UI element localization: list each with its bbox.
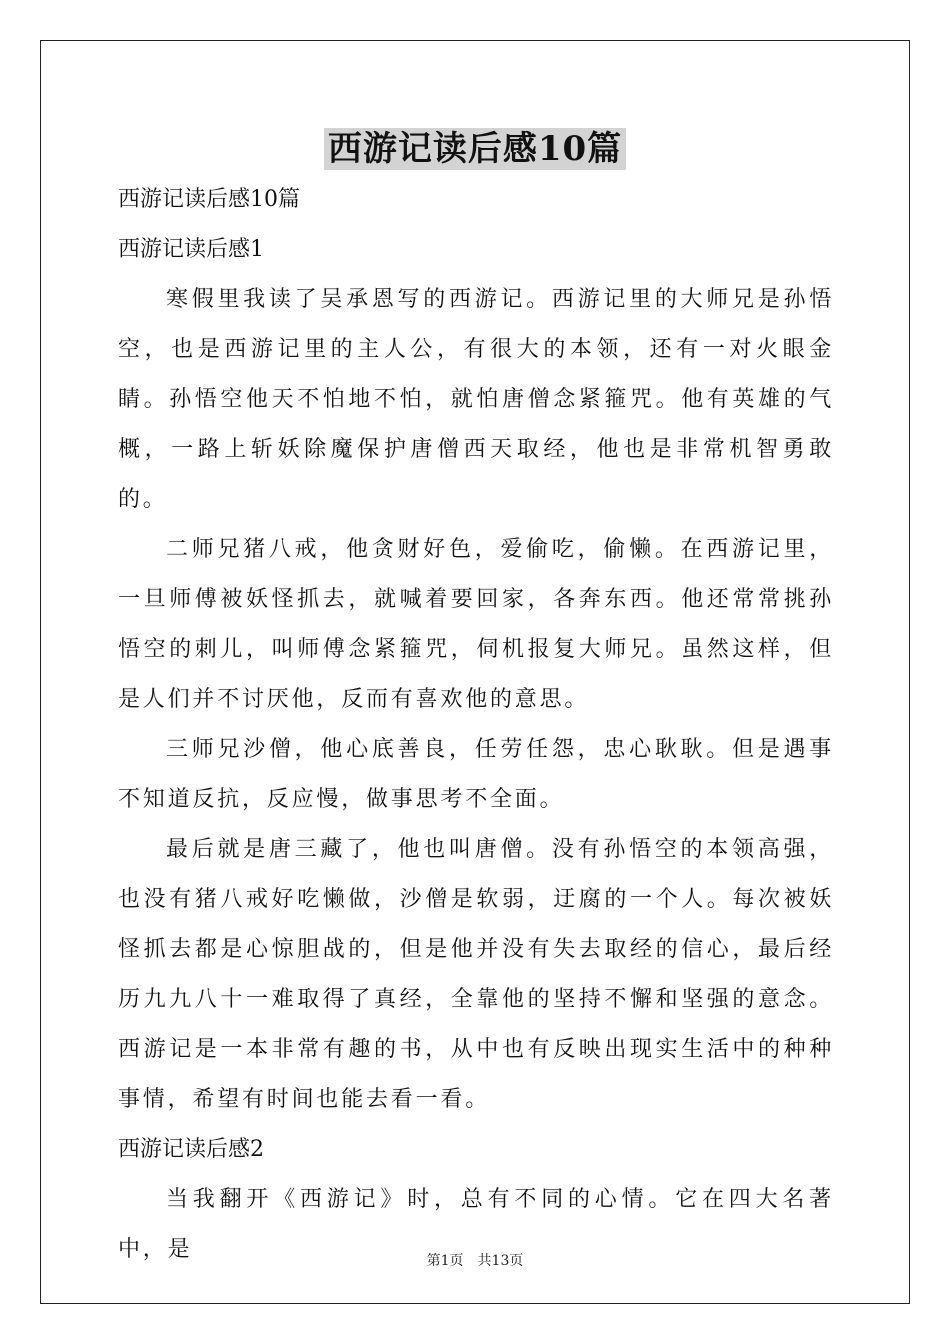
section-1-paragraph-3: 三师兄沙僧，他心底善良，任劳任怨，忠心耿耿。但是遇事不知道反抗，反应慢，做事思考不全面。: [118, 737, 834, 812]
section-1-paragraph-1: 寒假里我读了吴承恩写的西游记。西游记里的大师兄是孙悟空，也是西游记里的主人公，有很大的本领，还有一对火眼金睛。孙悟空他天不怕地不怕，就怕唐僧念紧箍咒。他有英雄的气概，一路上斩妖除魔保护唐僧西天取经，他也是非常机智勇敢的。: [118, 287, 834, 512]
heading-repeat: 西游记读后感10篇: [118, 187, 300, 212]
document-title: 西游记读后感10篇: [324, 128, 626, 170]
section-1-paragraph-4: 最后就是唐三藏了，他也叫唐僧。没有孙悟空的本领高强，也没有猪八戒好吃懒做，沙僧是软弱，迂腐的一个人。每次被妖怪抓去都是心惊胆战的，但是他并没有失去取经的信心，最后经历九九八十一难取得了真经，全靠他的坚持不懈和坚强的意念。西游记是一本非常有趣的书，从中也有反映出现实生活中的种种事情，希望有时间也能去看一看。: [118, 837, 834, 1112]
title-container: [0, 128, 950, 170]
section-1-paragraph-2: 二师兄猪八戒，他贪财好色，爱偷吃，偷懒。在西游记里，一旦师傅被妖怪抓去，就喊着要回家，各奔东西。他还常常挑孙悟空的刺儿，叫师傅念紧箍咒，伺机报复大师兄。虽然这样，但是人们并不讨厌他，反而有喜欢他的意思。: [118, 537, 834, 712]
document-body: [118, 175, 834, 1275]
section-2-heading: 西游记读后感2: [118, 1137, 264, 1162]
section-2-paragraph-1: 当我翻开《西游记》时，总有不同的心情。它在四大名著中，是: [118, 1187, 834, 1262]
section-1-heading: 西游记读后感1: [118, 237, 264, 262]
page-number-footer: 第1页 共13页: [426, 1253, 524, 1269]
